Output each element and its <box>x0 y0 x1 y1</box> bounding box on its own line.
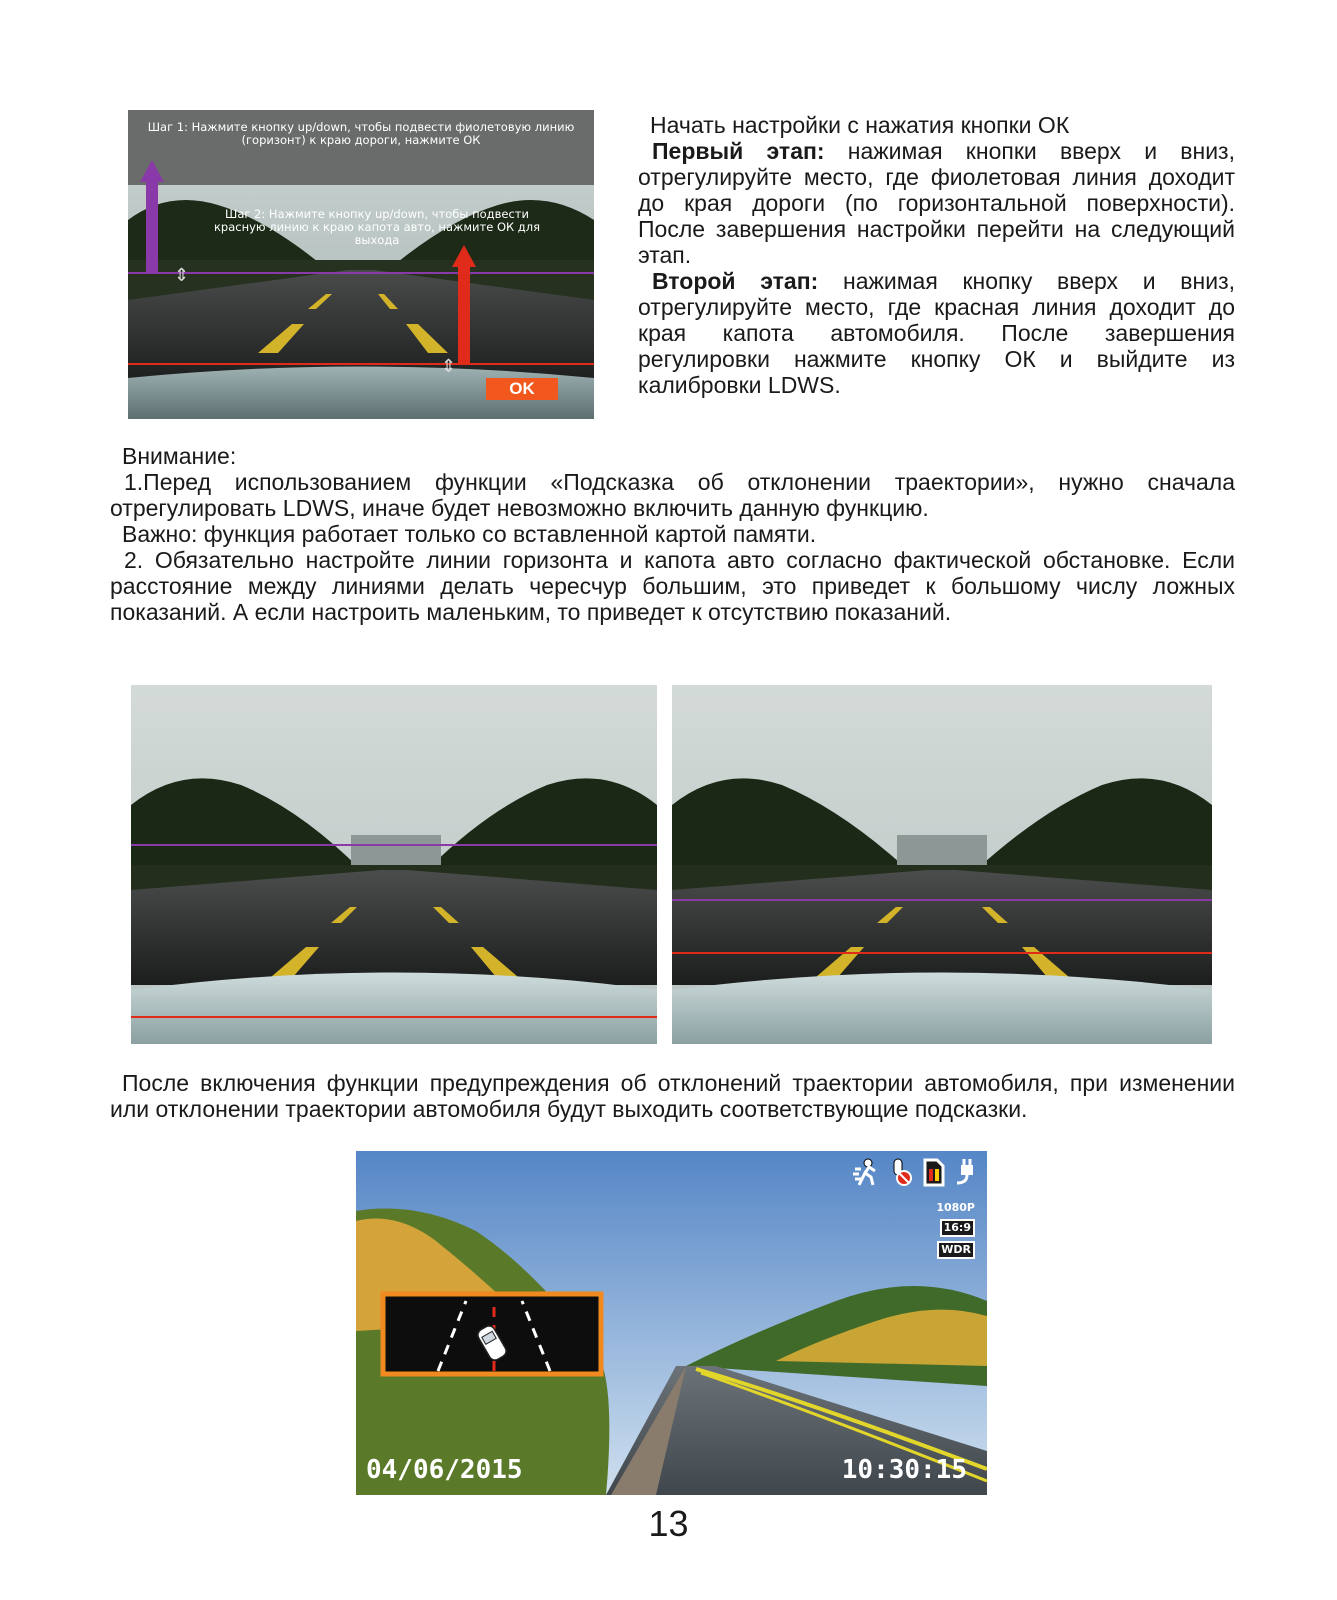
power-plug-icon <box>953 1157 981 1187</box>
attention-item-1: 1.Перед использованием функции «Подсказка об отклонении траектории», нужно сначала отрегулировать LDWS, иначе будет невозможно включить данную функцию. <box>110 469 1235 521</box>
date-display: 04/06/2015 <box>366 1455 523 1485</box>
sd-card-icon <box>919 1157 947 1187</box>
step2-text: нажимая кнопку вверх и вниз, отрегулируйте место, где красная линия доходит до края капота автомобиля. После завершения регулировки нажмите кнопку ОК и выйдите из калибровки LDWS. <box>638 268 1236 398</box>
ok-button[interactable]: OK <box>509 379 535 398</box>
road-example-right <box>672 685 1212 1044</box>
attention-important: Важно: функция работает только со вставленной картой памяти. <box>122 521 817 547</box>
road-example-left <box>131 685 657 1044</box>
wdr-badge: WDR <box>937 1241 975 1259</box>
mic-off-icon <box>885 1157 913 1187</box>
svg-text:⇕: ⇕ <box>441 356 457 377</box>
attention-section <box>110 443 1235 625</box>
attention-item-2: 2. Обязательно настройте линии горизонта и капота авто согласно фактической обстановке. Если расстояние между линиями делать чересчур большим, это приведет к большому числу ложных показаний. А если настроить маленьким, то приведет к отсутствию показаний. <box>110 547 1235 625</box>
attention-title: Внимание: <box>122 443 237 469</box>
time-display: 10:30:15 <box>841 1455 967 1485</box>
step1-hint: Шаг 1: Нажмите кнопку up/down, чтобы подвести фиолетовую линию (горизонт) к краю дороги, нажмите ОК <box>147 120 575 147</box>
page-number: 13 <box>648 1503 689 1544</box>
step2-hint: Шаг 2: Нажмите кнопку up/down, чтобы подвести красную линию к краю капота авто, нажмите ОК для выхода <box>213 207 541 247</box>
status-icons <box>851 1157 981 1187</box>
dashcam-screen <box>356 1151 987 1495</box>
resolution-label: 1080P <box>936 1201 975 1214</box>
ldws-calibration-screen <box>128 110 594 419</box>
step2-label: Второй этап: <box>652 268 819 294</box>
instructions-intro: Начать настройки с нажатия кнопки ОК <box>650 112 1070 138</box>
step1-label: Первый этап: <box>652 138 825 164</box>
motion-detection-icon <box>851 1157 879 1187</box>
svg-text:⇕: ⇕ <box>174 265 190 286</box>
aspect-ratio-badge: 16:9 <box>940 1219 975 1237</box>
calibration-instructions <box>638 112 1235 398</box>
lane-departure-paragraph: После включения функции предупреждения об отклонений траектории автомобиля, при изменении или отклонении траектории автомобиля будут выходить соответствующие подсказки. <box>110 1070 1235 1122</box>
step1-text: нажимая кнопки вверх и вниз, отрегулируйте место, где фиолетовая линия доходит до края дороги (по горизонтальной поверхности). После завершения настройки перейти на следующий этап. <box>638 138 1235 268</box>
